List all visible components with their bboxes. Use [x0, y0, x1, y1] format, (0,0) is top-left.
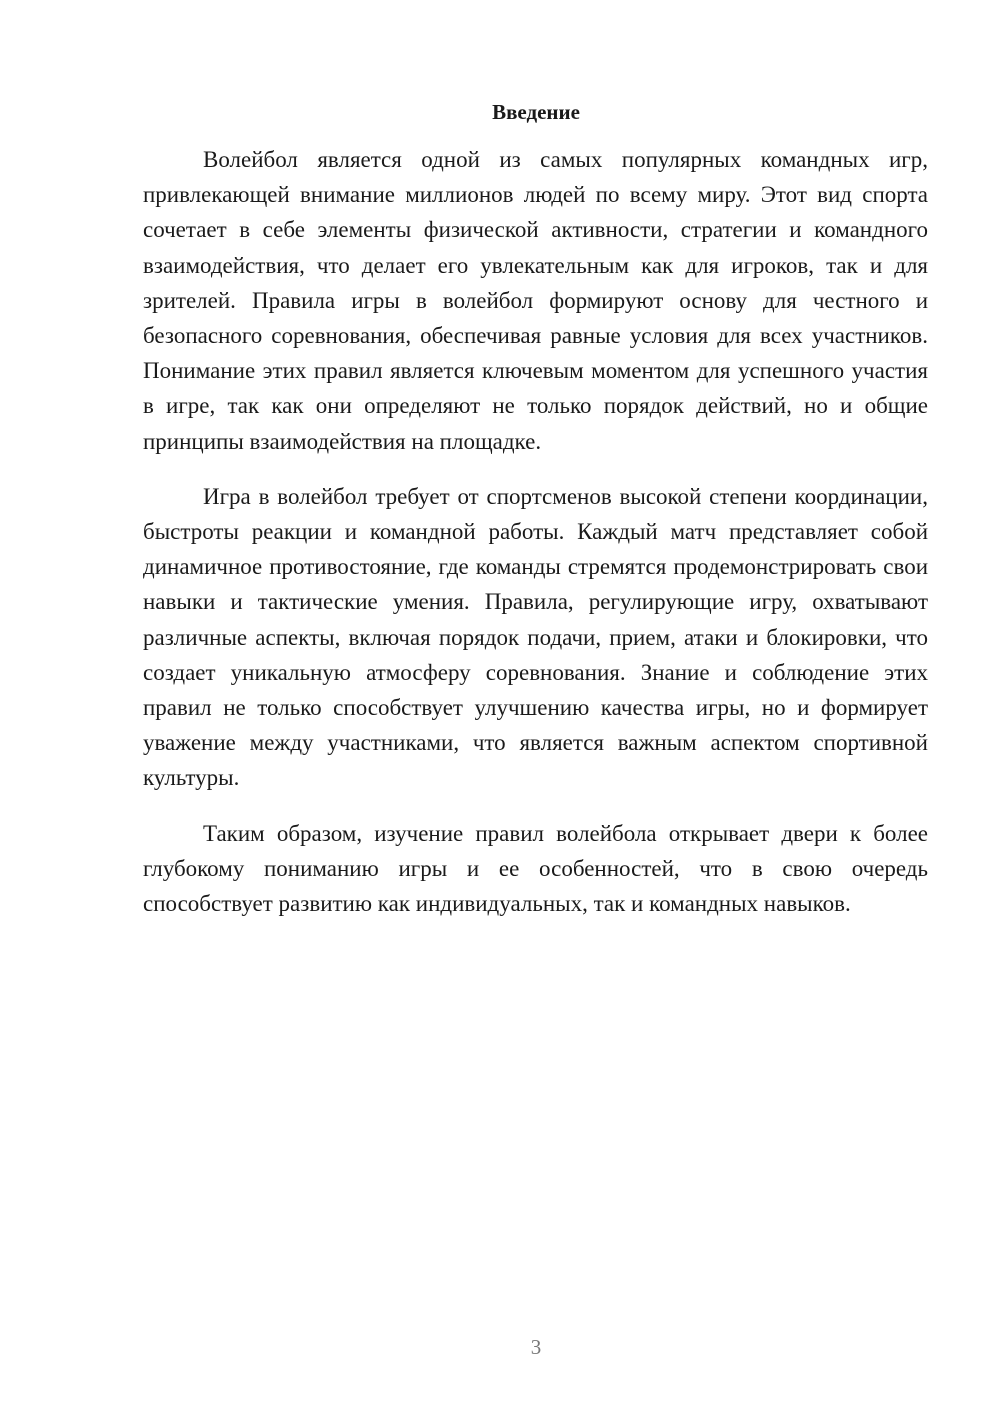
paragraph-2: Игра в волейбол требует от спортсменов высокой степени координации, быстроты реакции и командной работы. Каждый матч представляет собой динамичное противостояние, где команды стремятся продемонстрировать свои навыки и тактические умения. Правила, регулирующие игру, охватывают различные аспекты, включая порядок подачи, прием, атаки и блокировки, что создает уникальную атмосферу соревнования. Знание и соблюдение этих правил не только способствует улучшению качества игры, но и формирует уважение между участниками, что является важным аспектом спортивной культуры.	[143, 483, 928, 791]
page-number: 3	[530, 1335, 542, 1359]
section-title: Введение	[492, 100, 580, 124]
paragraph-1: Волейбол является одной из самых популярных командных игр, привлекающей внимание миллионов людей по всему миру. Этот вид спорта сочетает в себе элементы физической активности, стратегии и командного взаимодействия, что делает его увлекательным как для игроков, так и для зрителей. Правила игры в волейбол формируют основу для честного и безопасного соревнования, обеспечивая равные условия для всех участников. Понимание этих правил является ключевым моментом для успешного участия в игре, так как они определяют не только порядок действий, но и общие принципы взаимодействия на площадке.	[143, 147, 928, 454]
document-body	[143, 142, 928, 941]
paragraph-3: Таким образом, изучение правил волейбола открывает двери к более глубокому пониманию игры и ее особенностей, что в свою очередь способствует развитию как индивидуальных, так и командных навыков.	[143, 820, 928, 917]
